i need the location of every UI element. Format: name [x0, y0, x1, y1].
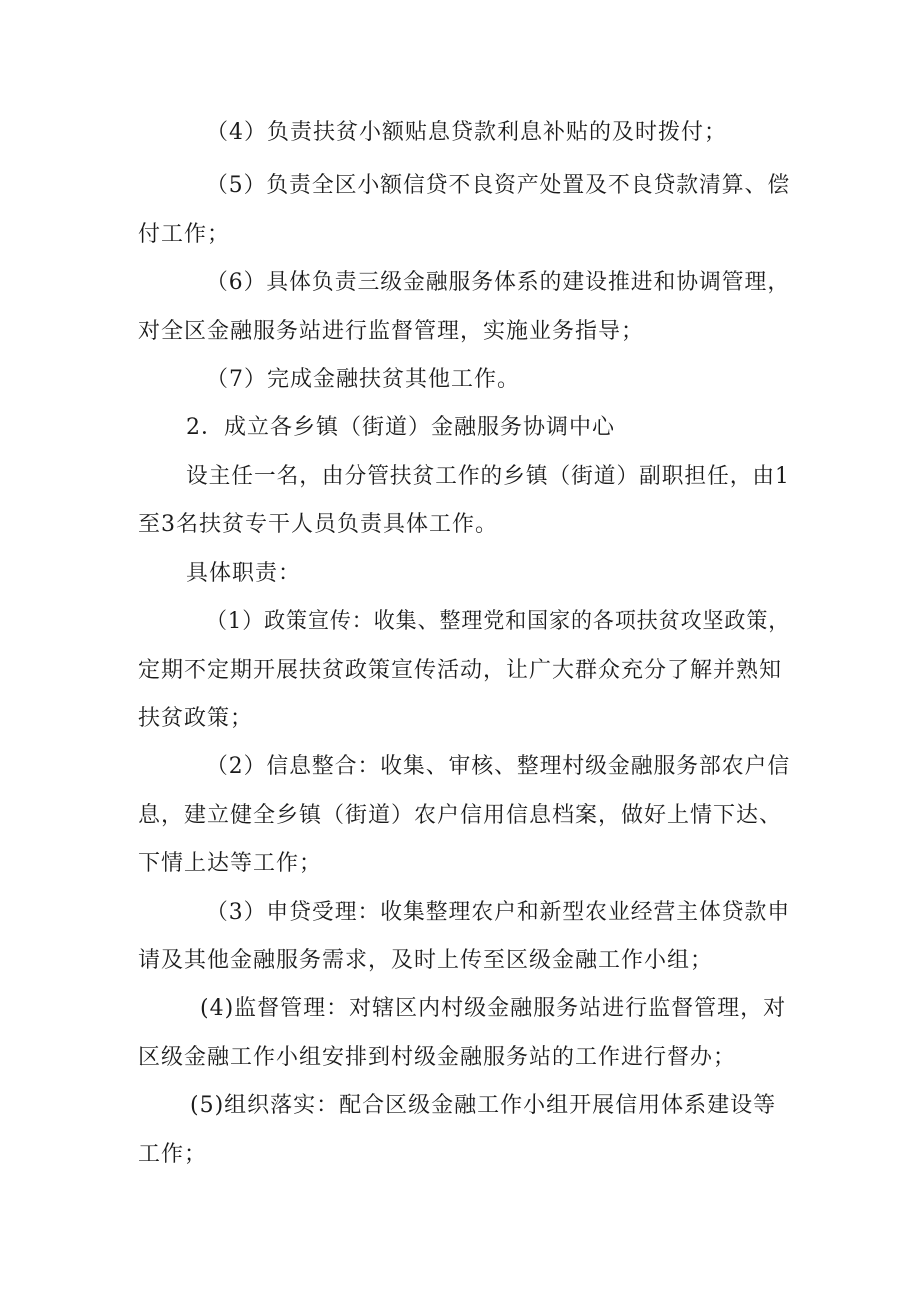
paragraph-duty-6-line-1: （6）具体负责三级金融服务体系的建设推进和协调管理， [206, 270, 791, 295]
section-heading-2: 2．成立各乡镇（街道）金融服务协调中心 [186, 415, 615, 440]
paragraph-policy-line-1: （1）政策宣传：收集、整理党和国家的各项扶贫攻坚政策， [206, 609, 791, 634]
paragraph-policy-line-2: 定期不定期开展扶贫政策宣传活动，让广大群众充分了解并熟知 [138, 658, 783, 683]
paragraph-duty-6-line-2: 对全区金融服务站进行监督管理，实施业务指导； [138, 319, 645, 344]
paragraph-supervision-line-2: 区级金融工作小组安排到村级金融服务站的工作进行督办； [138, 1045, 737, 1070]
paragraph-duty-7-line-1: （7）完成金融扶贫其他工作。 [206, 367, 520, 392]
paragraph-director-line-1: 设主任一名，由分管扶贫工作的乡镇（街道）副职担任，由1 [186, 464, 790, 489]
paragraph-info-line-3: 下情上达等工作； [138, 851, 323, 876]
paragraph-organize-line-2: 工作； [138, 1142, 208, 1167]
paragraph-organize-line-1: (5)组织落实：配合区级金融工作小组开展信用体系建设等 [190, 1093, 777, 1118]
paragraph-loan-line-1: （3）申贷受理：收集整理农户和新型农业经营主体贷款申 [206, 900, 791, 925]
paragraph-duties-label: 具体职责： [186, 561, 302, 586]
paragraph-info-line-1: （2）信息整合：收集、审核、整理村级金融服务部农户信 [206, 754, 791, 779]
paragraph-duty-4-line-1: （4）负责扶贫小额贴息贷款利息补贴的及时拨付； [206, 120, 727, 145]
paragraph-info-line-2: 息，建立健全乡镇（街道）农户信用信息档案，做好上情下达、 [138, 803, 783, 828]
paragraph-director-line-2: 至3名扶贫专干人员负责具体工作。 [138, 512, 498, 537]
paragraph-policy-line-3: 扶贫政策； [138, 706, 254, 731]
paragraph-duty-5-line-1: （5）负责全区小额信贷不良资产处置及不良贷款清算、偿 [206, 173, 791, 198]
paragraph-duty-5-line-2: 付工作； [138, 222, 231, 247]
paragraph-loan-line-2: 请及其他金融服务需求，及时上传至区级金融工作小组； [138, 948, 714, 973]
paragraph-supervision-line-1: (4)监督管理：对辖区内村级金融服务站进行监督管理，对 [200, 996, 787, 1021]
